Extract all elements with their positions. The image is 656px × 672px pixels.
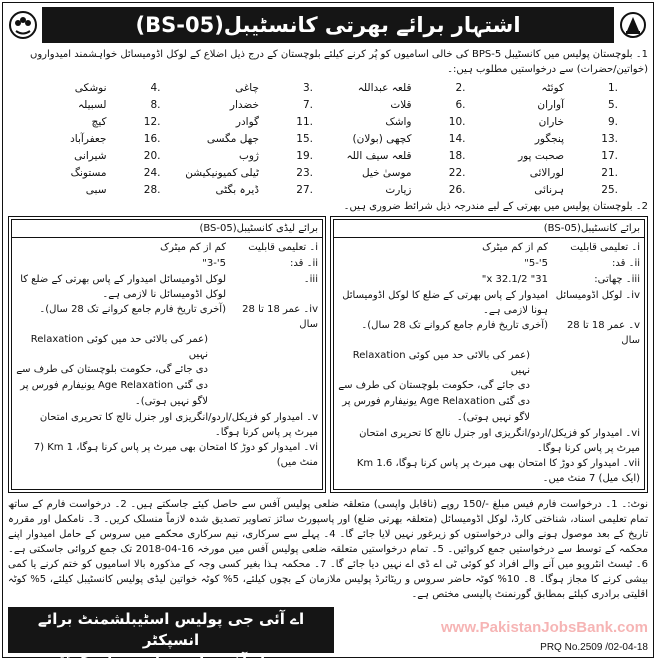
district-name: کوئٹہ <box>541 81 564 94</box>
district-item <box>161 113 314 130</box>
district-name: خاران <box>538 115 564 128</box>
district-number: 22. <box>448 166 466 179</box>
district-name: قلعہ عبداللہ <box>357 81 412 94</box>
requirement-value: امیدوار کے پاس بھرتی کے ضلع کا لوکل اڈومیسائل ہونا لازمی ہے۔ <box>342 290 548 316</box>
district-item <box>8 79 161 96</box>
district-item <box>161 79 314 96</box>
requirement-full-line: v۔ امیدوار کو فزیکل/اردو/انگریزی اور جنرل نالج کا تحریری امتحان میرٹ پر پاس کرنا ہوگا۔ <box>39 412 318 438</box>
district-name: زیارت <box>385 183 412 196</box>
requirement-row <box>16 256 318 272</box>
district-number: 27. <box>296 183 313 196</box>
district-number: 25. <box>601 183 618 196</box>
ad-title: اشتہار برائے بھرتی کانسٹیبل(BS-05) <box>135 13 521 37</box>
district-name: پنجگور <box>534 132 564 145</box>
requirements-boxes <box>8 216 648 493</box>
intro-paragraph: 1۔ بلوچستان پولیس میں کانسٹیبل BPS-5 کی خالی اسامیوں کو پُر کرنے کیلئے بلوچستان کے درج ذیل اضلاع کے لوکل اڈومیسائل خواہشمند امیدواروں (خواتین/حضرات) سے درخواستیں مطلوب ہیں:۔ <box>30 49 648 75</box>
district-item <box>313 164 466 181</box>
district-name: قلعہ سیف اللہ <box>346 149 412 162</box>
district-name: آواران <box>537 98 564 111</box>
constable-box-heading: برائے کانسٹیبل(BS-05) <box>334 220 644 238</box>
requirement-label: iii۔ چھاتی: <box>594 274 640 285</box>
footer-row <box>8 602 648 670</box>
district-item <box>466 147 619 164</box>
age-relaxation-line: (عمر کی بالائی حد میں کوئی Relaxation نہیں <box>352 350 530 376</box>
district-item <box>466 113 619 130</box>
district-name: لسبیلہ <box>77 98 107 111</box>
requirement-row <box>16 272 318 302</box>
district-number: 10. <box>448 115 466 128</box>
ad-title-banner <box>42 7 614 43</box>
requirement-label: v۔ عمر 18 تا 28 سال <box>566 320 640 346</box>
requirement-value: کم از کم میٹرک <box>160 242 226 253</box>
district-name: ڈیرہ بگٹی <box>215 183 259 196</box>
district-number: 17. <box>601 149 618 162</box>
requirement-label: iv۔ لوکل اڈومیسائل <box>555 290 640 301</box>
district-item <box>8 113 161 130</box>
requirement-row <box>338 288 640 318</box>
district-item <box>161 181 314 198</box>
district-number: 16. <box>143 132 161 145</box>
requirement-row <box>16 240 318 256</box>
district-number: 24. <box>143 166 161 179</box>
district-name: گوادر <box>235 115 259 128</box>
district-number: 18. <box>448 149 466 162</box>
district-number: 21. <box>601 166 618 179</box>
constable-requirements-box <box>330 216 648 493</box>
district-item <box>8 164 161 181</box>
district-item <box>466 181 619 198</box>
requirement-label: i۔ تعلیمی قابلیت <box>248 242 318 253</box>
district-number: 23. <box>296 166 313 179</box>
district-number: 28. <box>143 183 161 196</box>
age-relaxation-line: لاگو نہیں ہوتی)۔ <box>456 412 530 423</box>
district-name: کچھی (بولان) <box>352 132 412 145</box>
district-item <box>313 130 466 147</box>
requirement-full-line: vii۔ امیدوار کو دوڑ کا امتحان بھی میرٹ پر پاس کرنا ہوگا، 1.6 Km (ایک میل) 7 منٹ میں۔ <box>356 458 640 484</box>
district-item <box>466 96 619 113</box>
conditions-line: 2۔ بلوچستان پولیس میں بھرتی کے لیے مندرجہ ذیل شرائط ضروری ہیں۔ <box>343 201 648 212</box>
requirement-row <box>338 272 640 288</box>
age-relaxation-line: دی گئی Age Relaxation یونیفارم فورس پر <box>342 396 530 407</box>
footer-side <box>441 619 648 653</box>
requirement-full-line: vi۔ امیدوار کو دوڑ کا امتحان بھی میرٹ پر پاس کرنا ہوگا، 1 Km (7 منٹ میں) <box>33 442 318 468</box>
requirement-row <box>338 318 640 348</box>
district-item <box>8 181 161 198</box>
district-name: ٹیلی کمیونیکیشن <box>185 166 259 179</box>
district-item <box>466 79 619 96</box>
police-emblem-icon <box>8 9 38 41</box>
district-item <box>8 147 161 164</box>
requirement-value: (آخری تاریخ فارم جامع کروانے تک 28 سال)۔ <box>39 304 226 315</box>
district-item <box>313 181 466 198</box>
district-name: مستونگ <box>70 166 107 179</box>
requirement-label: i۔ تعلیمی قابلیت <box>570 242 640 253</box>
district-item <box>466 164 619 181</box>
district-number: 6. <box>455 98 466 111</box>
district-name: صحبت پور <box>518 149 564 162</box>
district-name: چاغی <box>235 81 259 94</box>
requirement-label: ii۔ قد: <box>290 258 318 269</box>
district-number: 26. <box>448 183 466 196</box>
requirement-label: iii۔ <box>303 274 318 285</box>
requirement-full-line: vi۔ امیدوار کو فزیکل/اردو/انگریزی اور جنرل نالج کا تحریری امتحان میرٹ پر پاس کرنا ہوگا۔ <box>359 428 640 454</box>
requirement-label: iv۔ عمر 18 تا 28 سال <box>242 304 318 330</box>
requirement-label: ii۔ قد: <box>612 258 640 269</box>
district-item <box>161 164 314 181</box>
district-name: نوشکی <box>74 81 107 94</box>
district-item <box>161 147 314 164</box>
district-number: 4. <box>150 81 161 94</box>
district-number: 2. <box>455 81 466 94</box>
district-item <box>313 96 466 113</box>
district-number: 7. <box>302 98 313 111</box>
requirement-value: کم از کم میٹرک <box>482 242 548 253</box>
district-item <box>8 130 161 147</box>
district-item <box>466 130 619 147</box>
district-number: 8. <box>150 98 161 111</box>
district-number: 11. <box>296 115 313 128</box>
district-number: 1. <box>607 81 618 94</box>
age-relaxation-line: (عمر کی بالائی حد میں کوئی Relaxation نہیں <box>30 334 208 360</box>
district-number: 5. <box>607 98 618 111</box>
district-item <box>161 96 314 113</box>
requirement-row <box>338 240 640 256</box>
lady-requirements <box>12 238 322 470</box>
issuer-line-1: اے آئی جی پولیس اسٹیبلشمنٹ برائے انسپکٹر <box>37 610 305 649</box>
district-name: لورالائی <box>529 166 564 179</box>
ad-border <box>2 2 654 670</box>
district-name: واشک <box>385 115 412 128</box>
district-item <box>313 147 466 164</box>
title-row <box>8 6 648 44</box>
requirement-row <box>338 256 640 272</box>
district-number: 20. <box>143 149 161 162</box>
district-number: 9. <box>607 115 618 128</box>
district-name: جھل مگسی <box>206 132 259 145</box>
age-relaxation-line: دی جائے گی، حکومت بلوچستان کی طرف سے <box>338 380 530 391</box>
district-number: 15. <box>296 132 313 145</box>
district-name: شیرانی <box>74 149 107 162</box>
district-number: 13. <box>601 132 618 145</box>
notes-paragraph: نوٹ:۔ 1۔ درخواست فارم فیس مبلغ -/150 روپے (ناقابل واپسی) متعلقہ ضلعی پولیس آفس سے حاصل کیئے جاسکتے ہیں۔ 2۔ درخواست فارم کے ساتھ تمام تعلیمی اسناد، شناختی کارڈ، لوکل اڈومیسائل (متعلقہ بھرتی ضلع) اور پاسپورٹ سائز تصاویر تصدیق شدہ لازماً منسلک کریں۔ 3۔ نامکمل اور مقررہ تاریخ کے بعد موصول ہونے والی درخواستوں کو زیرغور نہیں لایا جائے گا۔ 4۔ پہلے سے سرکاری، نیم سرکاری محکمے میں سروس کے حامل امیدوار اپنے محکمہ کے توسط سے درخواستیں جمع کروائیں۔ 5۔ تمام درخواستیں متعلقہ ضلعی پولیس آفس میں مورخہ 16-04-2018 تک جمع کروائی جاسکتی ہے۔ 6۔ ٹیسٹ انٹرویو میں آنے والے افراد کو کوئی ٹی اے ڈی اے نہیں دیا جائے گا۔ 7۔ محکمہ ہذا بغیر کسی وجہ کے مذکورہ بالا اسامیوں کو ختم کرنے یا کمی بیشی کرنے کا مجاز ہوگا۔ 8۔ 10% کوٹہ حاضر سروس و ریٹائرڈ پولیس ملازمان کے بچوں کیلئے، 5% کوٹہ خواتین لیڈی پولیس کانسٹیبل کیلئے، 5% کوٹہ اقلیتی برادری کیلئے بمطابق گورنمنٹ پالیسی مختص ہے۔ <box>8 499 649 600</box>
age-relaxation-line: دی جائے گی، حکومت بلوچستان کی طرف سے <box>16 364 208 375</box>
prq-number: PRQ No.2509 /02-04-18 <box>540 642 648 653</box>
requirement-value: 5'-3" <box>202 258 226 269</box>
watermark: www.PakistanJobsBank.com <box>440 619 648 636</box>
district-list <box>8 79 618 198</box>
district-name: قلات <box>390 98 412 111</box>
age-relaxation-line: لاگو نہیں ہوتی)۔ <box>134 396 208 407</box>
requirement-row <box>16 302 318 332</box>
lady-box-heading: برائے لیڈی کانسٹیبل(BS-05) <box>12 220 322 238</box>
district-name: ہرنائی <box>534 183 564 196</box>
requirement-value: 31" x 32.1/2" <box>481 274 548 285</box>
district-item <box>8 96 161 113</box>
district-item <box>313 113 466 130</box>
district-item <box>313 79 466 96</box>
constable-requirements <box>334 238 644 486</box>
district-name: ژوب <box>238 149 259 162</box>
district-name: جعفرآباد <box>70 132 107 145</box>
district-name: سبی <box>85 183 107 196</box>
district-number: 14. <box>448 132 466 145</box>
district-number: 12. <box>143 115 161 128</box>
district-item <box>161 130 314 147</box>
age-relaxation-line: دی گئی Age Relaxation یونیفارم فورس پر <box>20 380 208 391</box>
district-name: کیچ <box>91 115 107 128</box>
requirement-value: 5'-5" <box>524 258 548 269</box>
lady-constable-requirements-box <box>8 216 326 493</box>
requirement-value: لوکل اڈومیسائل امیدوار کے پاس بھرتی کے ضلع کا لوکل اڈومیسائل نا لازمی ہے۔ <box>20 274 226 300</box>
issuer-line-2: جنرل آف پولیس بلوچستان کوئٹہ <box>50 652 292 670</box>
requirement-value: (آخری تاریخ فارم جامع کروانے تک 28 سال)۔ <box>361 320 548 331</box>
district-number: 19. <box>296 149 313 162</box>
issuer-banner <box>8 607 334 670</box>
district-name: خضدار <box>229 98 259 111</box>
district-name: موسیٰ خیل <box>361 166 412 179</box>
district-number: 3. <box>302 81 313 94</box>
balochistan-police-logo-icon <box>618 9 648 41</box>
